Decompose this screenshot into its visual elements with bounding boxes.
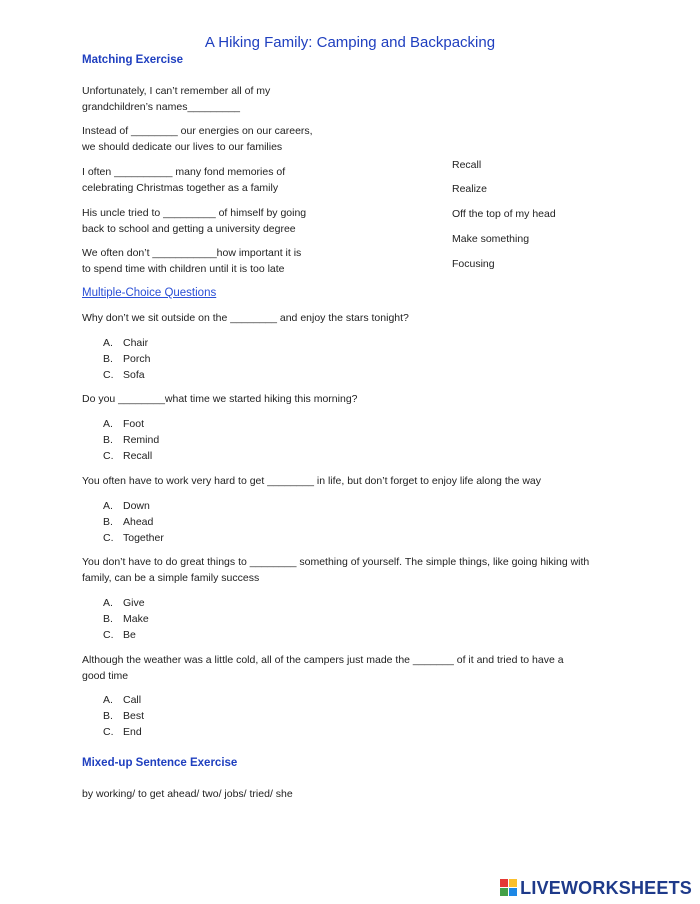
question-line: Do you ________what time we started hiking this morning? xyxy=(82,393,358,405)
option-c[interactable] xyxy=(103,367,150,383)
matching-item-line: back to school and getting a university degree xyxy=(82,223,296,235)
option-c[interactable] xyxy=(103,627,149,643)
matching-item xyxy=(82,123,342,155)
options-list xyxy=(103,692,144,740)
word-bank-item[interactable]: Off the top of my head xyxy=(452,208,556,220)
option-text: Recall xyxy=(123,450,153,462)
option-c[interactable] xyxy=(103,724,144,740)
question-line: family, can be a simple family success xyxy=(82,572,260,584)
option-text: Remind xyxy=(123,434,160,446)
question-line: Why don’t we sit outside on the ________ and enjoy the stars tonight? xyxy=(82,312,409,324)
option-text: Make xyxy=(123,613,149,625)
liveworksheets-logo-icon xyxy=(500,879,518,896)
matching-item xyxy=(82,205,342,237)
question-line: Although the weather was a little cold, all of the campers just made the _______ of it and tried to have a xyxy=(82,654,564,666)
option-letter: B. xyxy=(103,710,113,722)
option-letter: C. xyxy=(103,532,114,544)
word-bank-item[interactable]: Realize xyxy=(452,183,488,195)
option-letter: C. xyxy=(103,629,114,641)
question-text xyxy=(82,473,642,489)
option-letter: A. xyxy=(103,597,113,609)
word-bank-item[interactable]: Recall xyxy=(452,159,482,171)
matching-item-line: Unfortunately, I can’t remember all of my xyxy=(82,85,271,97)
option-text: Together xyxy=(123,532,164,544)
question-text xyxy=(82,554,642,586)
options-list xyxy=(103,335,150,383)
matching-item xyxy=(82,245,342,277)
option-text: Porch xyxy=(123,353,151,365)
question-text xyxy=(82,391,642,407)
matching-item-line: We often don’t ___________how important it is xyxy=(82,247,302,259)
option-text: Chair xyxy=(123,337,149,349)
option-a[interactable] xyxy=(103,416,159,432)
options-list xyxy=(103,498,164,546)
option-letter: A. xyxy=(103,694,113,706)
question-line: You don’t have to do great things to ________ something of yourself. The simple things, like going hiking with xyxy=(82,556,590,568)
matching-item-line: grandchildren’s names_________ xyxy=(82,101,241,113)
option-b[interactable] xyxy=(103,708,144,724)
logo-brand-text: LIVEWORKSHEETS xyxy=(520,878,692,898)
matching-item-line: celebrating Christmas together as a family xyxy=(82,182,279,194)
option-letter: B. xyxy=(103,516,113,528)
word-bank-item[interactable]: Make something xyxy=(452,233,530,245)
mixed-up-heading: Mixed-up Sentence Exercise xyxy=(82,757,238,769)
question-line: You often have to work very hard to get ________ in life, but don’t forget to enjoy life along the way xyxy=(82,475,542,487)
option-c[interactable] xyxy=(103,448,159,464)
matching-item-line: His uncle tried to _________ of himself by going xyxy=(82,207,307,219)
option-letter: A. xyxy=(103,337,113,349)
option-letter: A. xyxy=(103,418,113,430)
option-text: Be xyxy=(123,629,136,641)
option-text: End xyxy=(123,726,142,738)
option-letter: C. xyxy=(103,369,114,381)
option-text: Best xyxy=(123,710,145,722)
option-letter: A. xyxy=(103,500,113,512)
matching-item xyxy=(82,83,342,115)
option-text: Give xyxy=(123,597,145,609)
matching-item-line: we should dedicate our lives to our families xyxy=(82,141,283,153)
liveworksheets-logo xyxy=(500,878,692,899)
mixed-up-sentence: by working/ to get ahead/ two/ jobs/ tried/ she xyxy=(82,788,293,800)
option-a[interactable] xyxy=(103,595,149,611)
option-b[interactable] xyxy=(103,514,164,530)
option-letter: B. xyxy=(103,434,113,446)
option-text: Ahead xyxy=(123,516,154,528)
option-b[interactable] xyxy=(103,351,150,367)
option-a[interactable] xyxy=(103,692,144,708)
option-text: Call xyxy=(123,694,142,706)
option-letter: B. xyxy=(103,613,113,625)
logo-square-i xyxy=(509,879,517,887)
question-line: good time xyxy=(82,670,129,682)
question-text xyxy=(82,310,642,326)
matching-exercise-heading: Matching Exercise xyxy=(82,54,183,66)
option-text: Down xyxy=(123,500,150,512)
option-b[interactable] xyxy=(103,432,159,448)
matching-item xyxy=(82,164,342,196)
word-bank-item[interactable]: Focusing xyxy=(452,258,495,270)
logo-square-v xyxy=(500,888,508,896)
multiple-choice-heading: Multiple-Choice Questions xyxy=(82,287,217,299)
option-text: Foot xyxy=(123,418,145,430)
worksheet-title: A Hiking Family: Camping and Backpacking xyxy=(204,34,496,51)
option-letter: C. xyxy=(103,726,114,738)
option-text: Sofa xyxy=(123,369,145,381)
matching-item-line: to spend time with children until it is too late xyxy=(82,263,285,275)
question-text xyxy=(82,652,642,684)
option-a[interactable] xyxy=(103,335,150,351)
options-list xyxy=(103,595,149,643)
matching-item-line: I often __________ many fond memories of xyxy=(82,166,286,178)
matching-item-line: Instead of ________ our energies on our careers, xyxy=(82,125,313,137)
option-letter: C. xyxy=(103,450,114,462)
option-letter: B. xyxy=(103,353,113,365)
logo-square-l xyxy=(500,879,508,887)
logo-square-e xyxy=(509,888,517,896)
option-b[interactable] xyxy=(103,611,149,627)
options-list xyxy=(103,416,159,464)
option-c[interactable] xyxy=(103,530,164,546)
option-a[interactable] xyxy=(103,498,164,514)
